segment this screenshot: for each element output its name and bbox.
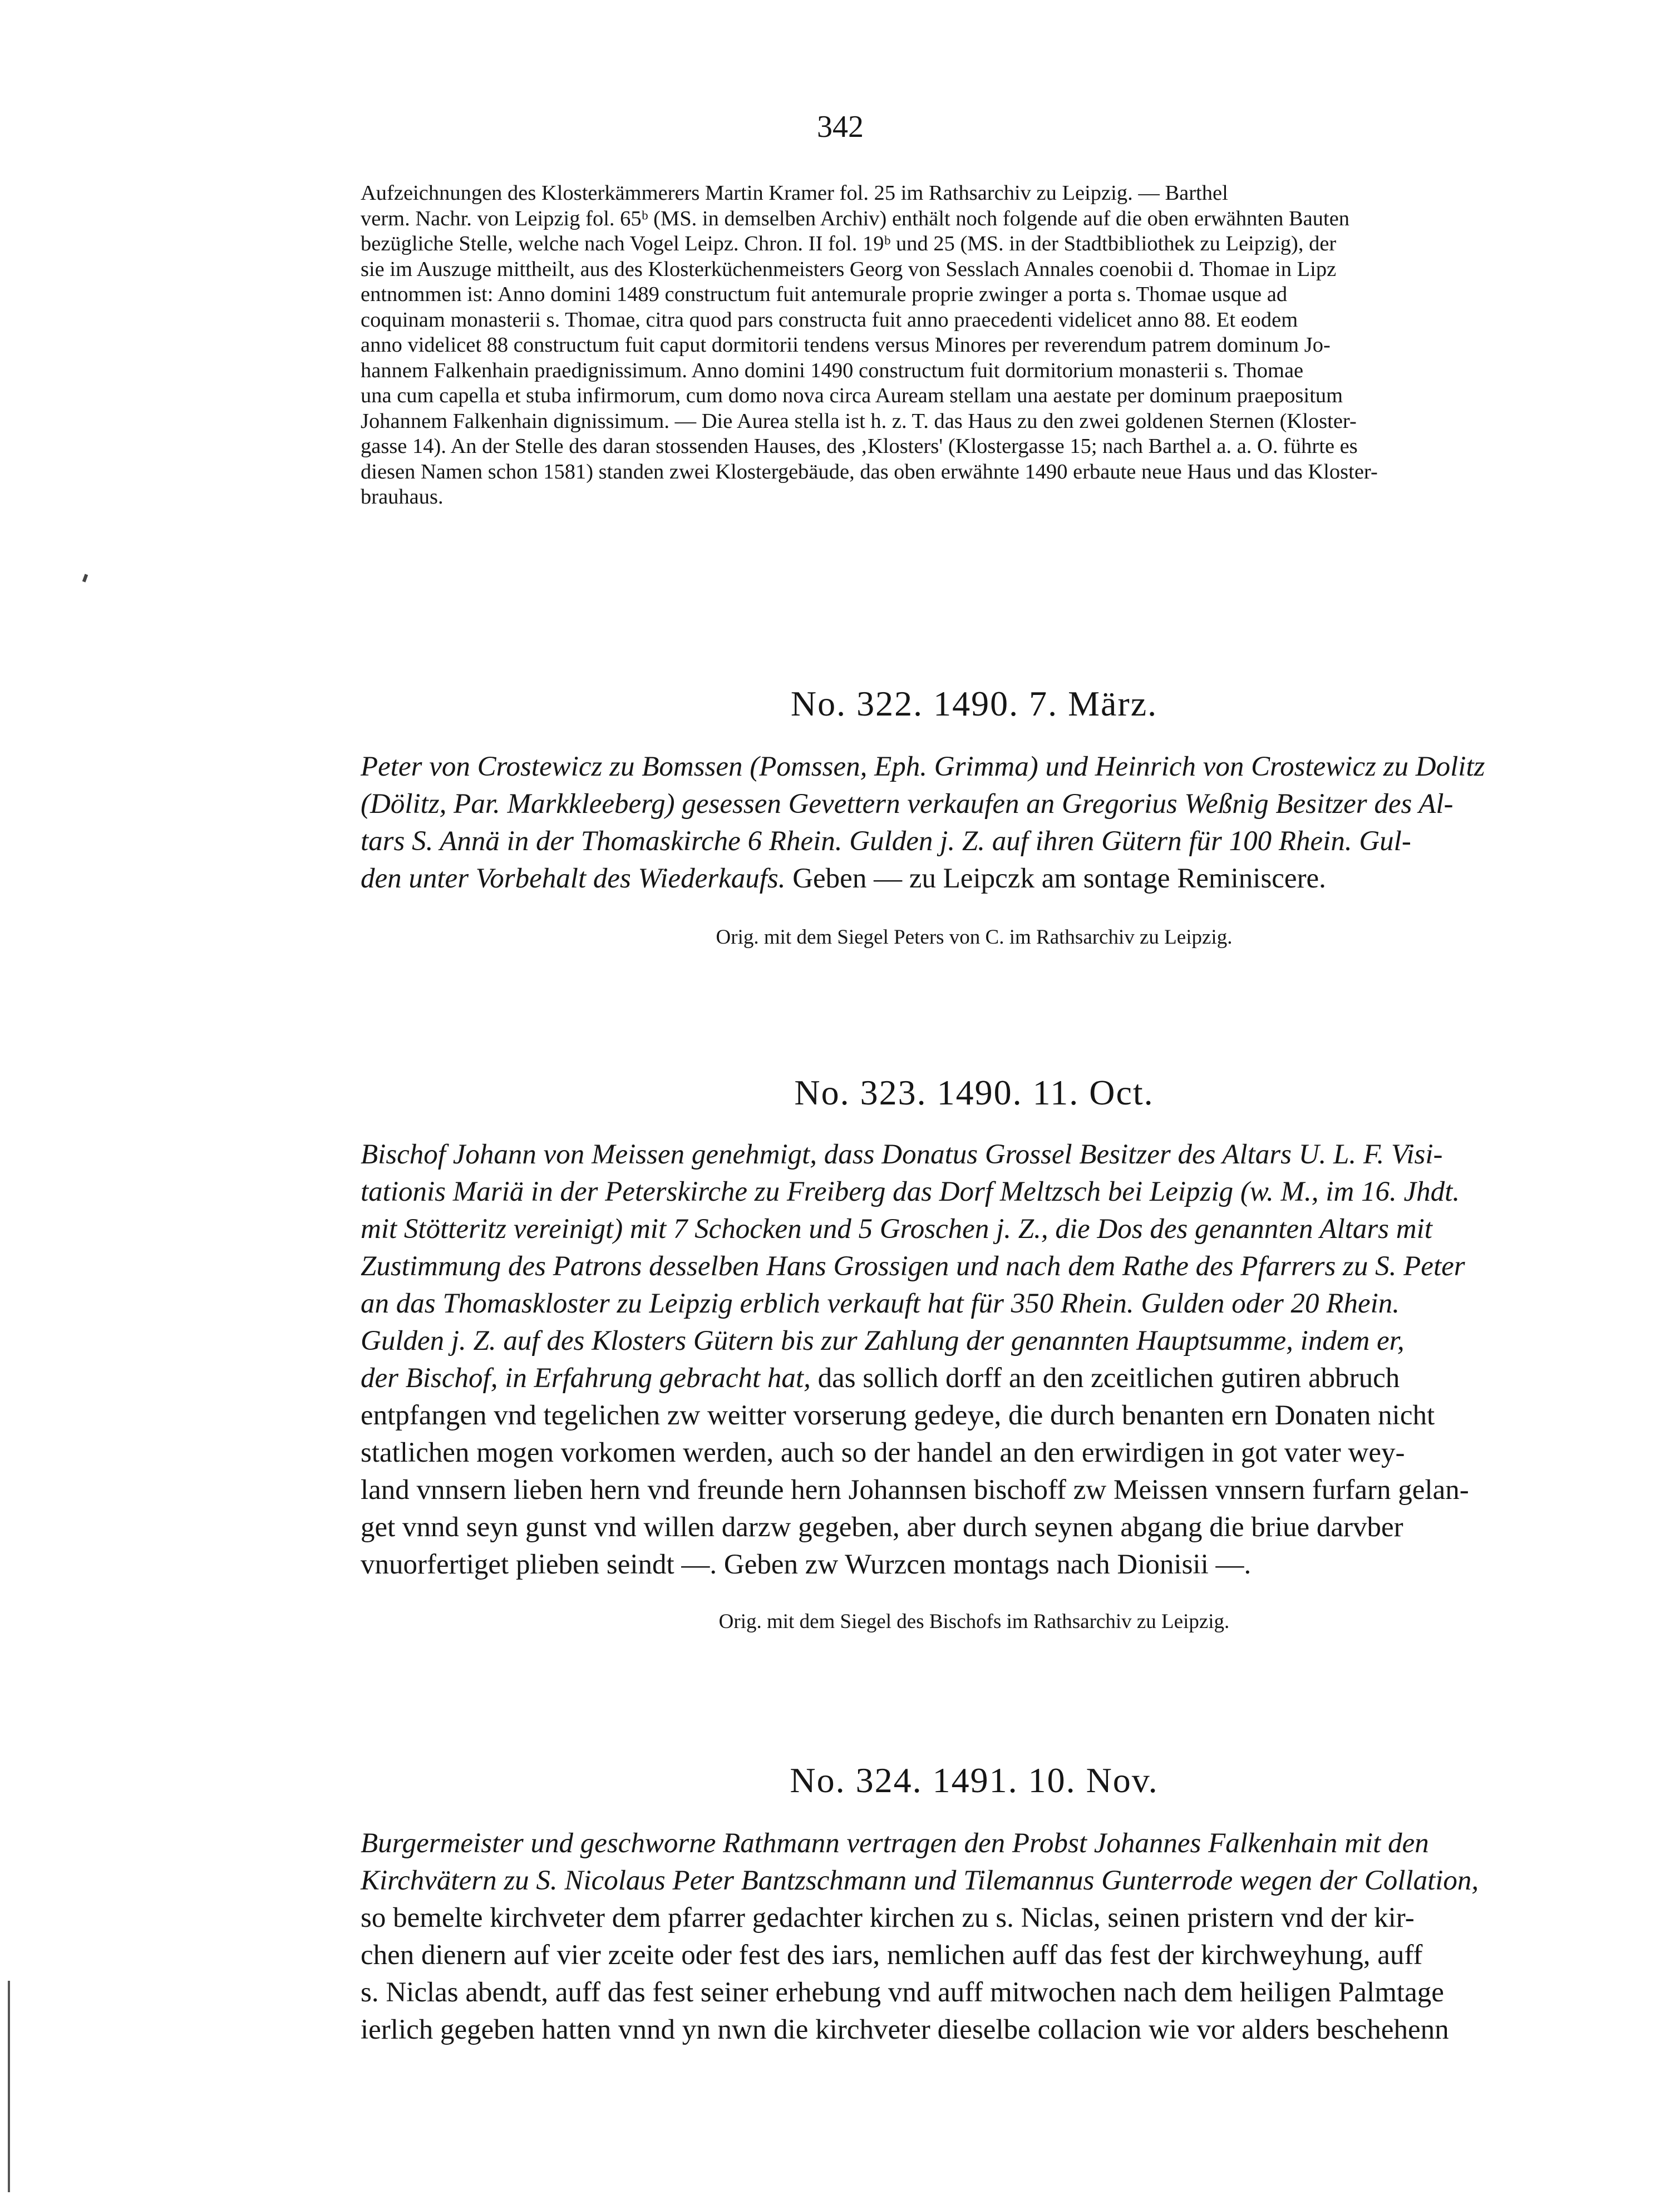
quoted-text: get vnnd seyn gunst vnd willen darzw gegeben, aber durch seynen abgang die briue darvber xyxy=(361,1512,1403,1543)
document-entry-324 xyxy=(361,1825,1588,2049)
entry-line xyxy=(361,1360,1588,1397)
regest-text: Gulden j. Z. auf des Klosters Gütern bis zur Zahlung der genannten Hauptsumme, indem er, xyxy=(361,1325,1405,1356)
document-source-322: Orig. mit dem Siegel Peters von C. im Rathsarchiv zu Leipzig. xyxy=(716,926,1233,949)
entry-line xyxy=(361,1862,1588,1900)
entry-line xyxy=(361,786,1588,823)
quoted-text: land vnnsern lieben hern vnd freunde hern Johannsen bischoff zw Meissen vnnsern furfarn gelan- xyxy=(361,1474,1469,1506)
intro-note-line: Aufzeichnungen des Klosterkämmerers Martin Kramer fol. 25 im Rathsarchiv zu Leipzig. — Barthel xyxy=(361,181,1228,205)
quoted-text: vnuorfertiget plieben seindt —. Geben zw Wurzcen montags nach Dionisii —. xyxy=(361,1549,1252,1580)
entry-line xyxy=(361,1974,1588,2011)
entry-line xyxy=(361,1509,1588,1546)
intro-note-line: entnommen ist: Anno domini 1489 constructum fuit antemurale proprie zwinger a porta s. Thomae usque ad xyxy=(361,283,1288,306)
intro-note-line: coquinam monasterii s. Thomae, citra quod pars constructa fuit anno praecedenti videlicet anno 88. Et eodem xyxy=(361,308,1298,332)
regest-text: Burgermeister und geschworne Rathmann vertragen den Probst Johannes Falkenhain mit den xyxy=(361,1828,1429,1859)
quoted-text: entpfangen vnd tegelichen zw weitter vorserung gedeye, die durch benanten ern Donaten nicht xyxy=(361,1400,1435,1431)
regest-text: Peter von Crostewicz zu Bomssen (Pomssen, Eph. Grimma) und Heinrich von Crostewicz zu Dolitz xyxy=(361,751,1485,782)
intro-note-line: Johannem Falkenhain dignissimum. — Die Aurea stella ist h. z. T. das Haus zu den zwei goldenen Sternen (Kloster- xyxy=(361,409,1357,433)
intro-note-line: brauhaus. xyxy=(361,485,444,509)
quoted-text: chen dienern auf vier zceite oder fest des iars, nemlichen auff das fest der kirchweyhung, auff xyxy=(361,1940,1423,1971)
entry-line xyxy=(361,1937,1588,1974)
regest-text: Zustimmung des Patrons desselben Hans Grossigen und nach dem Rathe des Pfarrers zu S. Peter xyxy=(361,1251,1465,1282)
scan-mark xyxy=(82,574,88,582)
document-heading-324: No. 324. 1491. 10. Nov. xyxy=(790,1760,1159,1800)
quoted-text: s. Niclas abendt, auff das fest seiner erhebung vnd auff mitwochen nach dem heiligen Palmtage xyxy=(361,1977,1444,2008)
entry-line xyxy=(361,823,1588,860)
entry-line xyxy=(361,1248,1588,1285)
regest-text: tationis Mariä in der Peterskirche zu Freiberg das Dorf Meltzsch bei Leipzig (w. M., im 16. Jhdt. xyxy=(361,1176,1460,1207)
entry-line xyxy=(361,1434,1588,1472)
scan-edge-line xyxy=(8,1981,10,2192)
entry-line xyxy=(361,748,1588,786)
regest-text: an das Thomaskloster zu Leipzig erblich verkauft hat für 350 Rhein. Gulden oder 20 Rhein. xyxy=(361,1288,1400,1319)
regest-text: (Dölitz, Par. Markkleeberg) gesessen Gevettern verkaufen an Gregorius Weßnig Besitzer des Al- xyxy=(361,788,1454,820)
regest-text: Bischof Johann von Meissen genehmigt, dass Donatus Grossel Besitzer des Altars U. L. F. Visi- xyxy=(361,1139,1443,1170)
intro-note-line: bezügliche Stelle, welche nach Vogel Leipz. Chron. II fol. 19ᵇ und 25 (MS. in der Stadtbibliothek zu Leipzig), der xyxy=(361,232,1337,255)
entry-line xyxy=(361,1825,1588,1862)
entry-line xyxy=(361,2011,1588,2049)
document-heading-322: No. 322. 1490. 7. März. xyxy=(790,684,1158,723)
page-number: 342 xyxy=(817,110,864,144)
intro-note xyxy=(361,181,1588,510)
quoted-text: statlichen mogen vorkomen werden, auch so der handel an den erwirdigen in got vater wey- xyxy=(361,1437,1405,1468)
document-source-323: Orig. mit dem Siegel des Bischofs im Rathsarchiv zu Leipzig. xyxy=(718,1610,1230,1633)
document-heading-323: No. 323. 1490. 11. Oct. xyxy=(794,1073,1154,1112)
quoted-text: Geben — zu Leipczk am sontage Reminiscere. xyxy=(785,863,1326,894)
entry-line xyxy=(361,1173,1588,1211)
intro-note-line: gasse 14). An der Stelle des daran stossenden Hauses, des ‚Klosters' (Klostergasse 15; nach Barthel a. a. O. führte es xyxy=(361,435,1358,458)
entry-line xyxy=(361,1285,1588,1323)
entry-line xyxy=(361,1546,1588,1584)
regest-text: den unter Vorbehalt des Wiederkaufs. xyxy=(361,863,786,894)
entry-line xyxy=(361,1900,1588,1937)
entry-line xyxy=(361,1136,1588,1173)
entry-line xyxy=(361,1323,1588,1360)
intro-note-line: verm. Nachr. von Leipzig fol. 65ᵇ (MS. in demselben Archiv) enthält noch folgende auf die oben erwähnten Bauten xyxy=(361,206,1350,230)
intro-note-line: hannem Falkenhain praedignissimum. Anno domini 1490 constructum fuit dormitorium monasterii s. Thomae xyxy=(361,358,1304,382)
entry-line xyxy=(361,1472,1588,1509)
quoted-text: ierlich gegeben hatten vnnd yn nwn die kirchveter dieselbe collacion wie vor alders beschehenn xyxy=(361,2014,1449,2045)
regest-text: mit Stötteritz vereinigt) mit 7 Schocken und 5 Groschen j. Z., die Dos des genannten Altars mit xyxy=(361,1214,1432,1245)
entry-line xyxy=(361,1211,1588,1248)
regest-text: der Bischof, in Erfahrung gebracht hat, xyxy=(361,1363,811,1394)
intro-note-line: una cum capella et stuba infirmorum, cum domo nova circa Auream stellam una aestate per dominum praepositum xyxy=(361,384,1343,407)
quoted-text: so bemelte kirchveter dem pfarrer gedachter kirchen zu s. Niclas, seinen pristern vnd der kir- xyxy=(361,1902,1415,1933)
intro-note-line: diesen Namen schon 1581) standen zwei Klostergebäude, das oben erwähnte 1490 erbaute neue Haus und das Kloster- xyxy=(361,460,1378,484)
regest-text: tars S. Annä in der Thomaskirche 6 Rhein. Gulden j. Z. auf ihren Gütern für 100 Rhein. Gul- xyxy=(361,826,1411,857)
intro-note-line: sie im Auszuge mittheilt, aus des Klosterküchenmeisters Georg von Sesslach Annales coenobii d. Thomae in Lipz xyxy=(361,257,1337,281)
entry-line xyxy=(361,860,1588,897)
entry-line xyxy=(361,1397,1588,1434)
regest-text: Kirchvätern zu S. Nicolaus Peter Bantzschmann und Tilemannus Gunterrode wegen der Collation, xyxy=(361,1865,1479,1896)
quoted-text: das sollich dorff an den zceitlichen gutiren abbruch xyxy=(810,1363,1400,1394)
intro-note-line: anno videlicet 88 constructum fuit caput dormitorii tendens versus Minores per reverendum patrem dominum Jo- xyxy=(361,333,1331,357)
document-entry-322 xyxy=(361,748,1588,897)
document-entry-323 xyxy=(361,1136,1588,1584)
